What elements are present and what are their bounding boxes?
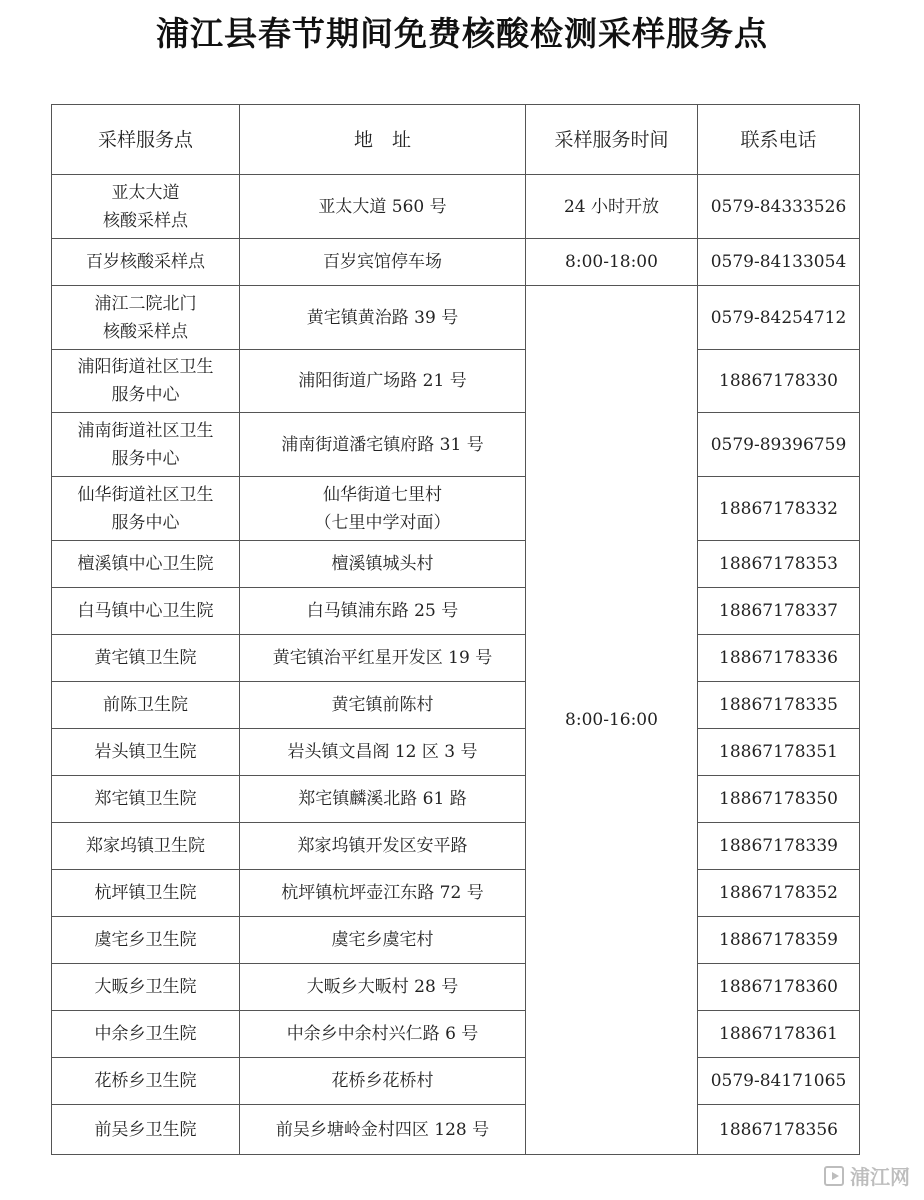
contact-phone: 18867178336 xyxy=(719,648,838,668)
site-name: 亚太大道 核酸采样点 xyxy=(103,182,188,231)
time-cell xyxy=(526,239,698,286)
phone-cell xyxy=(698,682,860,729)
site-address: 岩头镇文昌阁 12 区 3 号 xyxy=(287,742,478,762)
site-cell xyxy=(52,635,240,682)
table-row xyxy=(52,477,860,541)
phone-cell xyxy=(698,729,860,776)
phone-cell xyxy=(698,870,860,917)
site-cell xyxy=(52,1011,240,1058)
phone-cell xyxy=(698,350,860,413)
page-title: 浦江县春节期间免费核酸检测采样服务点 xyxy=(156,14,768,53)
site-cell xyxy=(52,870,240,917)
contact-phone: 18867178339 xyxy=(719,836,838,856)
site-name: 檀溪镇中心卫生院 xyxy=(77,554,214,574)
site-name: 大畈乡卫生院 xyxy=(94,977,197,997)
site-address: 大畈乡大畈村 28 号 xyxy=(306,977,459,997)
phone-cell xyxy=(698,917,860,964)
site-cell xyxy=(52,588,240,635)
site-address: 黄宅镇黄治路 39 号 xyxy=(306,307,459,328)
site-name: 郑家坞镇卫生院 xyxy=(86,836,205,856)
site-name: 前吴乡卫生院 xyxy=(94,1119,197,1140)
site-name: 前陈卫生院 xyxy=(103,695,188,715)
address-cell xyxy=(240,682,526,729)
site-address: 花桥乡花桥村 xyxy=(331,1071,434,1091)
contact-phone: 18867178359 xyxy=(719,930,838,950)
site-name: 岩头镇卫生院 xyxy=(94,742,197,762)
time-cell-merged xyxy=(526,286,698,1155)
site-cell xyxy=(52,286,240,350)
contact-phone: 18867178356 xyxy=(719,1119,838,1140)
table-row xyxy=(52,239,860,286)
contact-phone: 18867178335 xyxy=(719,695,838,715)
contact-phone: 18867178332 xyxy=(719,498,838,519)
site-cell xyxy=(52,964,240,1011)
table-row xyxy=(52,1011,860,1058)
site-name: 仙华街道社区卫生 服务中心 xyxy=(77,484,214,533)
contact-phone: 18867178337 xyxy=(719,601,838,621)
site-cell xyxy=(52,239,240,286)
header-address: 地 址 xyxy=(240,105,526,175)
contact-phone: 0579-84171065 xyxy=(710,1071,847,1091)
address-cell xyxy=(240,239,526,286)
site-name: 白马镇中心卫生院 xyxy=(77,601,214,621)
table-row xyxy=(52,917,860,964)
table-row xyxy=(52,1058,860,1105)
site-address: 浦南街道潘宅镇府路 31 号 xyxy=(281,434,484,455)
address-cell xyxy=(240,729,526,776)
phone-cell xyxy=(698,635,860,682)
site-address: 杭坪镇杭坪壶江东路 72 号 xyxy=(281,883,484,903)
time-cell xyxy=(526,175,698,239)
table-row xyxy=(52,541,860,588)
address-cell xyxy=(240,541,526,588)
site-cell xyxy=(52,1105,240,1155)
table-row xyxy=(52,175,860,239)
site-address: 檀溪镇城头村 xyxy=(331,554,434,574)
site-cell xyxy=(52,682,240,729)
address-cell xyxy=(240,776,526,823)
address-cell xyxy=(240,870,526,917)
site-cell xyxy=(52,1058,240,1105)
site-address: 白马镇浦东路 25 号 xyxy=(306,601,459,621)
service-time: 24 小时开放 xyxy=(563,196,660,217)
site-cell xyxy=(52,729,240,776)
table-row xyxy=(52,823,860,870)
service-time: 8:00-16:00 xyxy=(565,710,658,730)
address-cell xyxy=(240,286,526,350)
site-cell xyxy=(52,175,240,239)
site-name: 花桥乡卫生院 xyxy=(94,1071,197,1091)
phone-cell xyxy=(698,776,860,823)
phone-cell xyxy=(698,239,860,286)
site-name: 中余乡卫生院 xyxy=(94,1024,197,1044)
address-cell xyxy=(240,823,526,870)
site-cell xyxy=(52,823,240,870)
address-cell xyxy=(240,635,526,682)
table-row xyxy=(52,729,860,776)
service-time: 8:00-18:00 xyxy=(565,252,658,272)
site-name: 黄宅镇卫生院 xyxy=(94,648,197,668)
site-cell xyxy=(52,917,240,964)
table-row xyxy=(52,635,860,682)
phone-cell xyxy=(698,541,860,588)
site-address: 中余乡中余村兴仁路 6 号 xyxy=(286,1024,479,1044)
address-cell xyxy=(240,477,526,541)
table-row xyxy=(52,776,860,823)
header-phone: 联系电话 xyxy=(698,105,860,175)
site-cell xyxy=(52,350,240,413)
site-address: 郑宅镇麟溪北路 61 路 xyxy=(298,789,467,809)
site-name: 百岁核酸采样点 xyxy=(86,252,205,272)
contact-phone: 18867178351 xyxy=(719,742,838,762)
site-address: 郑家坞镇开发区安平路 xyxy=(297,836,468,856)
site-cell xyxy=(52,541,240,588)
address-cell xyxy=(240,964,526,1011)
contact-phone: 0579-84133054 xyxy=(710,252,847,272)
site-address: 黄宅镇治平红星开发区 19 号 xyxy=(272,648,493,668)
address-cell xyxy=(240,917,526,964)
contact-phone: 0579-84254712 xyxy=(710,307,847,328)
table-row xyxy=(52,588,860,635)
phone-cell xyxy=(698,1105,860,1155)
address-cell xyxy=(240,588,526,635)
phone-cell xyxy=(698,823,860,870)
header-site: 采样服务点 xyxy=(52,105,240,175)
table-row xyxy=(52,286,860,350)
site-cell xyxy=(52,776,240,823)
site-name: 浦南街道社区卫生 服务中心 xyxy=(77,420,214,469)
table-row xyxy=(52,413,860,477)
contact-phone: 0579-84333526 xyxy=(710,196,847,217)
site-name: 杭坪镇卫生院 xyxy=(94,883,197,903)
table-row xyxy=(52,1105,860,1155)
site-address: 浦阳街道广场路 21 号 xyxy=(298,371,467,391)
site-address: 前吴乡塘岭金村四区 128 号 xyxy=(275,1119,490,1140)
site-address: 亚太大道 560 号 xyxy=(318,196,447,217)
watermark-text: 浦江网 xyxy=(850,1165,910,1189)
site-cell xyxy=(52,477,240,541)
address-cell xyxy=(240,1058,526,1105)
phone-cell xyxy=(698,964,860,1011)
site-address: 百岁宾馆停车场 xyxy=(323,252,442,272)
phone-cell xyxy=(698,588,860,635)
header-time: 采样服务时间 xyxy=(526,105,698,175)
watermark xyxy=(824,1161,910,1190)
table-row xyxy=(52,682,860,729)
table-row xyxy=(52,350,860,413)
site-address: 虞宅乡虞宅村 xyxy=(331,930,434,950)
site-name: 虞宅乡卫生院 xyxy=(94,930,197,950)
table-header-row xyxy=(52,105,860,175)
contact-phone: 0579-89396759 xyxy=(710,434,847,455)
site-name: 郑宅镇卫生院 xyxy=(94,789,197,809)
contact-phone: 18867178330 xyxy=(719,371,838,391)
address-cell xyxy=(240,175,526,239)
contact-phone: 18867178360 xyxy=(719,977,838,997)
contact-phone: 18867178361 xyxy=(719,1024,838,1044)
address-cell xyxy=(240,413,526,477)
site-address: 仙华街道七里村 （七里中学对面） xyxy=(314,484,451,533)
table-row xyxy=(52,870,860,917)
contact-phone: 18867178350 xyxy=(719,789,838,809)
site-name: 浦江二院北门 核酸采样点 xyxy=(94,293,197,342)
phone-cell xyxy=(698,413,860,477)
phone-cell xyxy=(698,477,860,541)
phone-cell xyxy=(698,286,860,350)
site-cell xyxy=(52,413,240,477)
site-address: 黄宅镇前陈村 xyxy=(331,695,434,715)
contact-phone: 18867178353 xyxy=(719,554,838,574)
table-row xyxy=(52,964,860,1011)
site-name: 浦阳街道社区卫生 服务中心 xyxy=(77,357,214,405)
phone-cell xyxy=(698,1011,860,1058)
address-cell xyxy=(240,1011,526,1058)
phone-cell xyxy=(698,175,860,239)
address-cell xyxy=(240,1105,526,1155)
phone-cell xyxy=(698,1058,860,1105)
contact-phone: 18867178352 xyxy=(719,883,838,903)
address-cell xyxy=(240,350,526,413)
play-icon xyxy=(824,1166,844,1186)
sampling-sites-table xyxy=(51,104,860,1155)
